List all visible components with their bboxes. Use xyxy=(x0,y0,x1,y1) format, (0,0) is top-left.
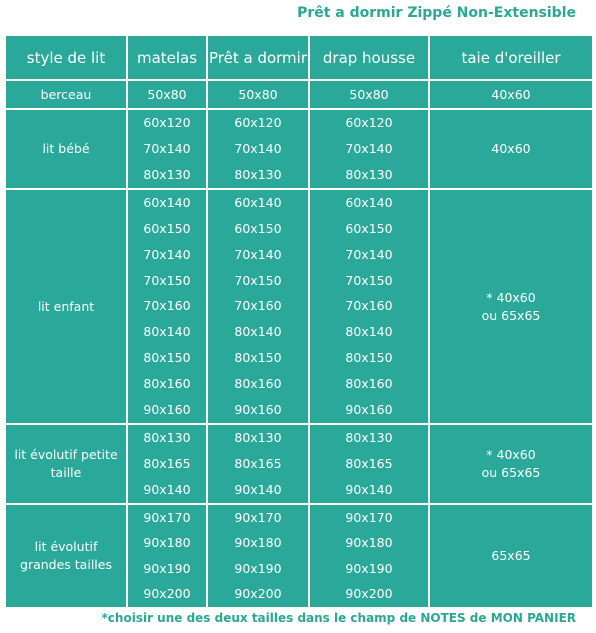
bed-style-cell: lit bébé xyxy=(5,109,127,189)
header-style-de-lit: style de lit xyxy=(5,35,127,80)
page-title: Prêt a dormir Zippé Non-Extensible xyxy=(297,5,576,21)
size-value: 80x160 xyxy=(143,376,191,392)
size-value: 60x150 xyxy=(345,220,393,236)
drap-housse-cell xyxy=(309,504,429,608)
size-value: 60x140 xyxy=(143,194,191,210)
size-value: 80x130 xyxy=(234,430,282,445)
drap-housse-cell xyxy=(309,424,429,504)
size-value: 90x140 xyxy=(143,482,191,497)
size-value: 80x160 xyxy=(234,376,282,392)
size-value: 80x160 xyxy=(345,376,393,392)
pret-a-dormir-cell xyxy=(207,109,309,189)
matelas-cell xyxy=(127,424,207,504)
size-value: 70x160 xyxy=(345,298,393,314)
drap-housse-cell xyxy=(309,189,429,424)
size-value: 70x150 xyxy=(345,272,393,288)
pret-a-dormir-cell: 50x80 xyxy=(207,80,309,109)
size-value: 60x120 xyxy=(345,115,393,130)
matelas-cell: 50x80 xyxy=(127,80,207,109)
size-value: 90x200 xyxy=(143,586,191,602)
size-value: 60x150 xyxy=(143,220,191,236)
size-value: 70x140 xyxy=(234,246,282,262)
size-value: 90x160 xyxy=(143,401,191,417)
drap-housse-cell: 50x80 xyxy=(309,80,429,109)
pret-a-dormir-cell xyxy=(207,424,309,504)
size-value: 60x140 xyxy=(345,194,393,210)
size-table xyxy=(4,34,594,609)
size-value: 70x150 xyxy=(143,272,191,288)
size-value: 90x200 xyxy=(234,586,282,602)
size-value: 70x160 xyxy=(234,298,282,314)
size-value: 80x140 xyxy=(143,324,191,340)
size-value: 90x180 xyxy=(143,535,191,551)
size-value: 70x150 xyxy=(234,272,282,288)
size-value: 90x170 xyxy=(143,509,191,525)
footnote: *choisir une des deux tailles dans le champ de NOTES de MON PANIER xyxy=(101,611,576,625)
pret-a-dormir-cell xyxy=(207,504,309,608)
table-row xyxy=(5,424,593,504)
size-value: 70x140 xyxy=(345,246,393,262)
matelas-cell xyxy=(127,109,207,189)
size-value: 80x165 xyxy=(345,456,393,471)
header-drap-housse: drap housse xyxy=(309,35,429,80)
size-value: 60x150 xyxy=(234,220,282,236)
size-value: 80x130 xyxy=(234,167,282,182)
drap-housse-cell xyxy=(309,109,429,189)
table-row xyxy=(5,80,593,109)
size-value: 70x160 xyxy=(143,298,191,314)
size-value: 80x130 xyxy=(345,430,393,445)
size-value: 90x170 xyxy=(345,509,393,525)
size-value: 80x150 xyxy=(345,350,393,366)
size-value: 70x140 xyxy=(234,141,282,156)
size-value: 70x140 xyxy=(143,246,191,262)
size-value: 80x130 xyxy=(345,167,393,182)
table-row xyxy=(5,109,593,189)
size-value: 80x130 xyxy=(143,167,191,182)
size-value: 90x170 xyxy=(234,509,282,525)
pillow-size-cell: 65x65 xyxy=(429,504,593,608)
size-value: 90x180 xyxy=(345,535,393,551)
size-value: 80x130 xyxy=(143,430,191,445)
table-header-row xyxy=(5,35,593,80)
pillow-size-cell: * 40x60 ou 65x65 xyxy=(429,189,593,424)
size-value: 70x140 xyxy=(143,141,191,156)
size-value: 60x120 xyxy=(234,115,282,130)
size-value: 80x150 xyxy=(234,350,282,366)
size-value: 90x140 xyxy=(234,482,282,497)
size-value: 90x200 xyxy=(345,586,393,602)
bed-style-cell: lit enfant xyxy=(5,189,127,424)
bed-style-cell: lit évolutif petite taille xyxy=(5,424,127,504)
size-value: 90x190 xyxy=(234,560,282,576)
table-row xyxy=(5,504,593,608)
size-value: 80x140 xyxy=(234,324,282,340)
size-value: 70x140 xyxy=(345,141,393,156)
pret-a-dormir-cell xyxy=(207,189,309,424)
matelas-cell xyxy=(127,189,207,424)
size-value: 80x165 xyxy=(143,456,191,471)
pillow-size-cell: 40x60 xyxy=(429,109,593,189)
size-value: 80x140 xyxy=(345,324,393,340)
size-value: 80x150 xyxy=(143,350,191,366)
size-value: 90x190 xyxy=(345,560,393,576)
table-row xyxy=(5,189,593,424)
size-value: 60x140 xyxy=(234,194,282,210)
size-value: 80x165 xyxy=(234,456,282,471)
header-taie-oreiller: taie d'oreiller xyxy=(429,35,593,80)
bed-style-cell: berceau xyxy=(5,80,127,109)
size-value: 90x160 xyxy=(345,401,393,417)
pillow-size-cell: * 40x60 ou 65x65 xyxy=(429,424,593,504)
size-value: 60x120 xyxy=(143,115,191,130)
pillow-size-cell: 40x60 xyxy=(429,80,593,109)
bed-style-cell: lit évolutif grandes tailles xyxy=(5,504,127,608)
size-value: 90x190 xyxy=(143,560,191,576)
header-pret-a-dormir: Prêt a dormir xyxy=(207,35,309,80)
matelas-cell xyxy=(127,504,207,608)
header-matelas: matelas xyxy=(127,35,207,80)
size-value: 90x180 xyxy=(234,535,282,551)
size-value: 90x140 xyxy=(345,482,393,497)
size-value: 90x160 xyxy=(234,401,282,417)
